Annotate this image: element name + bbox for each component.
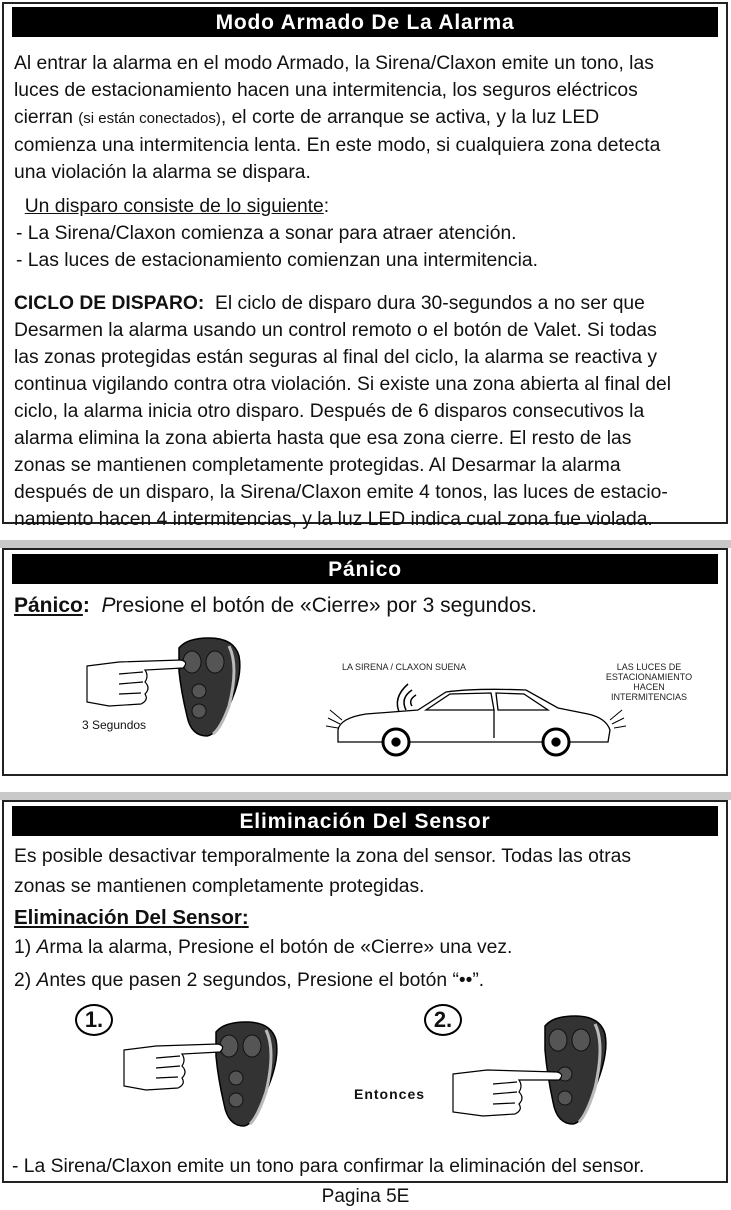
sensor-subheading: Eliminación Del Sensor:	[14, 906, 249, 929]
step-badge-1: 1.	[75, 1004, 113, 1036]
section-divider	[0, 540, 731, 548]
trigger-heading: Un disparo consiste de lo siguiente	[24, 196, 324, 217]
car-icon	[338, 689, 610, 755]
section-panic	[2, 548, 728, 776]
pointing-hand-icon	[87, 660, 186, 706]
trigger-list: Un disparo consiste de lo siguiente: - La Sirena/Claxon comienza a sonar para atraer atención. - Las luces de estacionamiento comienzan una intermitencia.	[14, 193, 716, 274]
trigger-item: - Las luces de estacionamiento comienzan una intermitencia.	[16, 250, 538, 271]
siren-waves-icon	[397, 684, 416, 714]
lights-label: LAS LUCES DE ESTACIONAMIENTO HACEN INTERMITENCIAS	[605, 662, 693, 702]
sensor-footer: - La Sirena/Claxon emite un tono para confirmar la eliminación del sensor.	[12, 1156, 645, 1177]
then-label: Entonces	[354, 1086, 426, 1102]
armed-mode-paragraph: Al entrar la alarma en el modo Armado, la Sirena/Claxon emite un tono, las luces de estacionamiento hacen una intermitencia, los seguros eléctricos cierran (si están conectados), el corte de arranque se activa, y la luz LED comienza una intermitencia lenta. En este modo, si cualquiera zona detecta una violación la alarma se dispara.	[14, 53, 661, 183]
car-illustration	[326, 680, 626, 760]
step-1: 1) Arma la alarma, Presione el botón de «Cierre» una vez.	[14, 937, 513, 958]
siren-label: LA SIRENA / CLAXON SUENA	[342, 662, 467, 672]
step-2: 2) Antes que pasen 2 segundos, Presione el botón “••”.	[14, 970, 485, 991]
page-number: Pagina 5E	[321, 1186, 410, 1207]
panic-label: Pánico	[14, 594, 83, 617]
trigger-item: - La Sirena/Claxon comienza a sonar para atraer atención.	[16, 223, 517, 244]
section-divider	[0, 792, 731, 800]
key-fob-icon	[179, 638, 240, 736]
cycle-paragraph: CICLO DE DISPARO: El ciclo de disparo dura 30-segundos a no ser que Desarmen la alarma usando un control remoto o el botón de Valet. Si todas las zonas protegidas están seguras al final del ciclo, la alarma se reactiva y continua vigilando contra otra violación. Si existe una zona abierta al final del ciclo, la alarma inicia otro disparo. Después de 6 disparos consecutivos la alarma elimina la zona abierta hasta que esa zona cierre. El resto de las zonas se mantienen completamente protegidas. Al Desarmar la alarma después de un disparo, la Sirena/Claxon emite 4 tonos, las luces de estacio- namiento hacen 4 intermitencias, y la luz LED indica cual zona fue violada.	[14, 293, 672, 530]
cycle-label: CICLO DE DISPARO:	[14, 293, 205, 314]
section-sensor-bypass	[2, 800, 728, 1183]
sensor-intro: Es posible desactivar temporalmente la zona del sensor. Todas las otras zonas se mantienen completamente protegidas.	[14, 846, 631, 897]
seconds-label: 3 Segundos	[82, 718, 147, 732]
remote-press-illustration-2	[459, 1014, 629, 1129]
pointing-hand-icon	[453, 1070, 562, 1116]
key-fob-icon	[545, 1016, 606, 1124]
section-title: Pánico	[12, 554, 718, 584]
panic-instruction: Pánico: Presione el botón de «Cierre» por 3 segundos.	[14, 594, 537, 617]
pointing-hand-icon	[124, 1044, 223, 1090]
section-title: Eliminación Del Sensor	[12, 806, 718, 836]
section-armed-mode	[2, 2, 728, 530]
step-badge-2: 2.	[424, 1004, 462, 1036]
key-fob-icon	[216, 1022, 277, 1126]
remote-press-illustration-1	[116, 1020, 286, 1130]
section-title: Modo Armado De La Alarma	[12, 7, 718, 37]
